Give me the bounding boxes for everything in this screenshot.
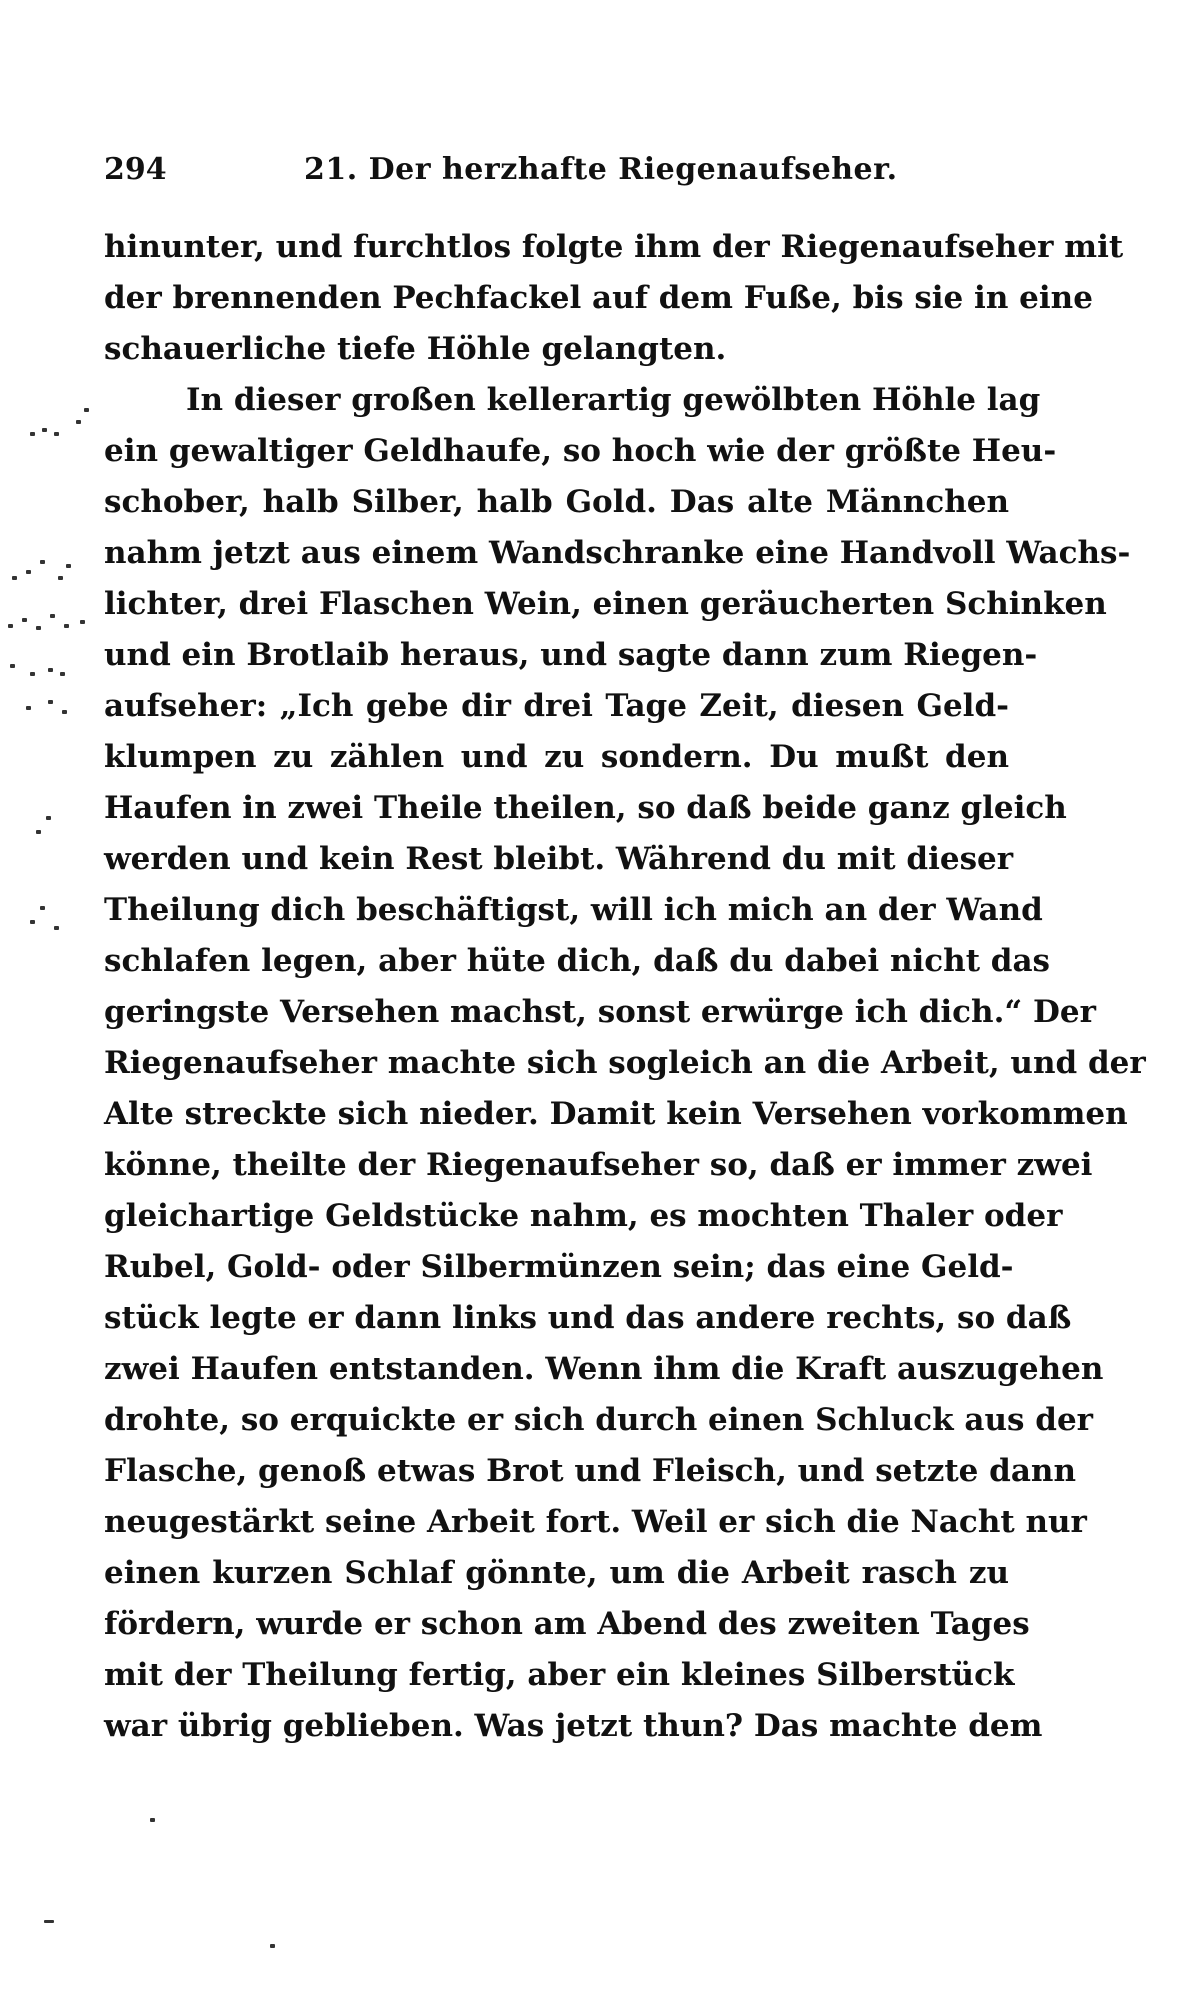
text-line: und ein Brotlaib heraus, und sagte dann zum Riegen- <box>104 637 1038 673</box>
text-line: war übrig geblieben. Was jetzt thun? Das machte dem <box>104 1708 1043 1744</box>
text-line: geringste Versehen machst, sonst erwürge ich dich.“ Der <box>104 994 1096 1030</box>
margin-speck <box>30 672 35 676</box>
text-line: mit der Theilung fertig, aber ein kleines Silberstück <box>104 1657 1015 1693</box>
text-line: zwei Haufen entstanden. Wenn ihm die Kraft auszugehen <box>104 1351 1104 1387</box>
margin-speck <box>270 1944 275 1948</box>
text-line: gleichartige Geldstücke nahm, es mochten Thaler oder <box>104 1198 1063 1234</box>
page-number: 294 <box>104 152 167 187</box>
text-line: werden und kein Rest bleibt. Während du mit dieser <box>104 841 1014 877</box>
margin-speck <box>44 1920 54 1923</box>
page-header <box>104 152 1004 202</box>
margin-speck <box>26 570 31 574</box>
text-line: einen kurzen Schlaf gönnte, um die Arbeit rasch zu <box>104 1555 1009 1591</box>
margin-speck <box>22 618 27 622</box>
text-line: könne, theilte der Riegenaufseher so, daß er immer zwei <box>104 1147 1093 1183</box>
margin-marks <box>0 0 100 2014</box>
running-head: 21. Der herzhafte Riegenaufseher. <box>304 152 898 187</box>
margin-speck <box>12 576 17 580</box>
margin-speck <box>36 830 41 834</box>
margin-speck <box>80 620 85 624</box>
text-line: Theilung dich beschäftigst, will ich mich an der Wand <box>104 892 1043 928</box>
margin-speck <box>40 560 45 564</box>
margin-speck <box>26 706 31 710</box>
text-line: lichter, drei Flaschen Wein, einen geräucherten Schinken <box>104 586 1107 622</box>
text-line: In dieser großen kellerartig gewölbten Höhle lag <box>186 382 1041 418</box>
margin-speck <box>66 564 71 568</box>
margin-speck <box>48 668 53 672</box>
text-line: drohte, so erquickte er sich durch einen Schluck aus der <box>104 1402 1094 1438</box>
text-line: klumpen zu zählen und zu sondern. Du mußt den <box>104 739 1009 775</box>
text-line: ein gewaltiger Geldhaufe, so hoch wie der größte Heu- <box>104 433 1057 469</box>
margin-speck <box>30 432 35 436</box>
text-line: schlafen legen, aber hüte dich, daß du dabei nicht das <box>104 943 1051 979</box>
margin-speck <box>48 700 53 704</box>
text-line: hinunter, und furchtlos folgte ihm der Riegenaufseher mit <box>104 229 1124 265</box>
margin-speck <box>62 710 67 714</box>
margin-speck <box>42 428 47 432</box>
margin-speck <box>36 626 41 630</box>
margin-speck <box>60 672 65 676</box>
margin-speck <box>54 926 59 930</box>
text-line: aufseher: „Ich gebe dir drei Tage Zeit, diesen Geld- <box>104 688 1009 724</box>
text-line: schober, halb Silber, halb Gold. Das alte Männchen <box>104 484 1009 520</box>
margin-speck <box>40 906 45 910</box>
margin-speck <box>84 408 89 412</box>
text-line: schauerliche tiefe Höhle gelangten. <box>104 331 727 367</box>
text-line: Haufen in zwei Theile theilen, so daß beide ganz gleich <box>104 790 1067 826</box>
text-line: neugestärkt seine Arbeit fort. Weil er sich die Nacht nur <box>104 1504 1087 1540</box>
margin-speck <box>10 664 15 668</box>
margin-speck <box>8 624 13 628</box>
margin-speck <box>30 920 35 924</box>
text-line: der brennenden Pechfackel auf dem Fuße, bis sie in eine <box>104 280 1093 316</box>
body-text <box>104 222 1146 1752</box>
text-line: Riegenaufseher machte sich sogleich an die Arbeit, und der <box>104 1045 1146 1081</box>
text-line: Alte streckte sich nieder. Damit kein Versehen vorkommen <box>104 1096 1128 1132</box>
margin-speck <box>46 816 51 820</box>
text-line: nahm jetzt aus einem Wandschranke eine Handvoll Wachs- <box>104 535 1131 571</box>
margin-speck <box>64 624 69 628</box>
margin-speck <box>76 420 81 424</box>
text-line: stück legte er dann links und das andere rechts, so daß <box>104 1300 1072 1336</box>
text-line: Flasche, genoß etwas Brot und Fleisch, und setzte dann <box>104 1453 1076 1489</box>
margin-speck <box>58 576 63 580</box>
text-line: fördern, wurde er schon am Abend des zweiten Tages <box>104 1606 1030 1642</box>
margin-speck <box>50 614 55 618</box>
margin-speck <box>150 1818 155 1822</box>
text-line: Rubel, Gold- oder Silbermünzen sein; das eine Geld- <box>104 1249 1014 1285</box>
margin-speck <box>54 432 59 436</box>
